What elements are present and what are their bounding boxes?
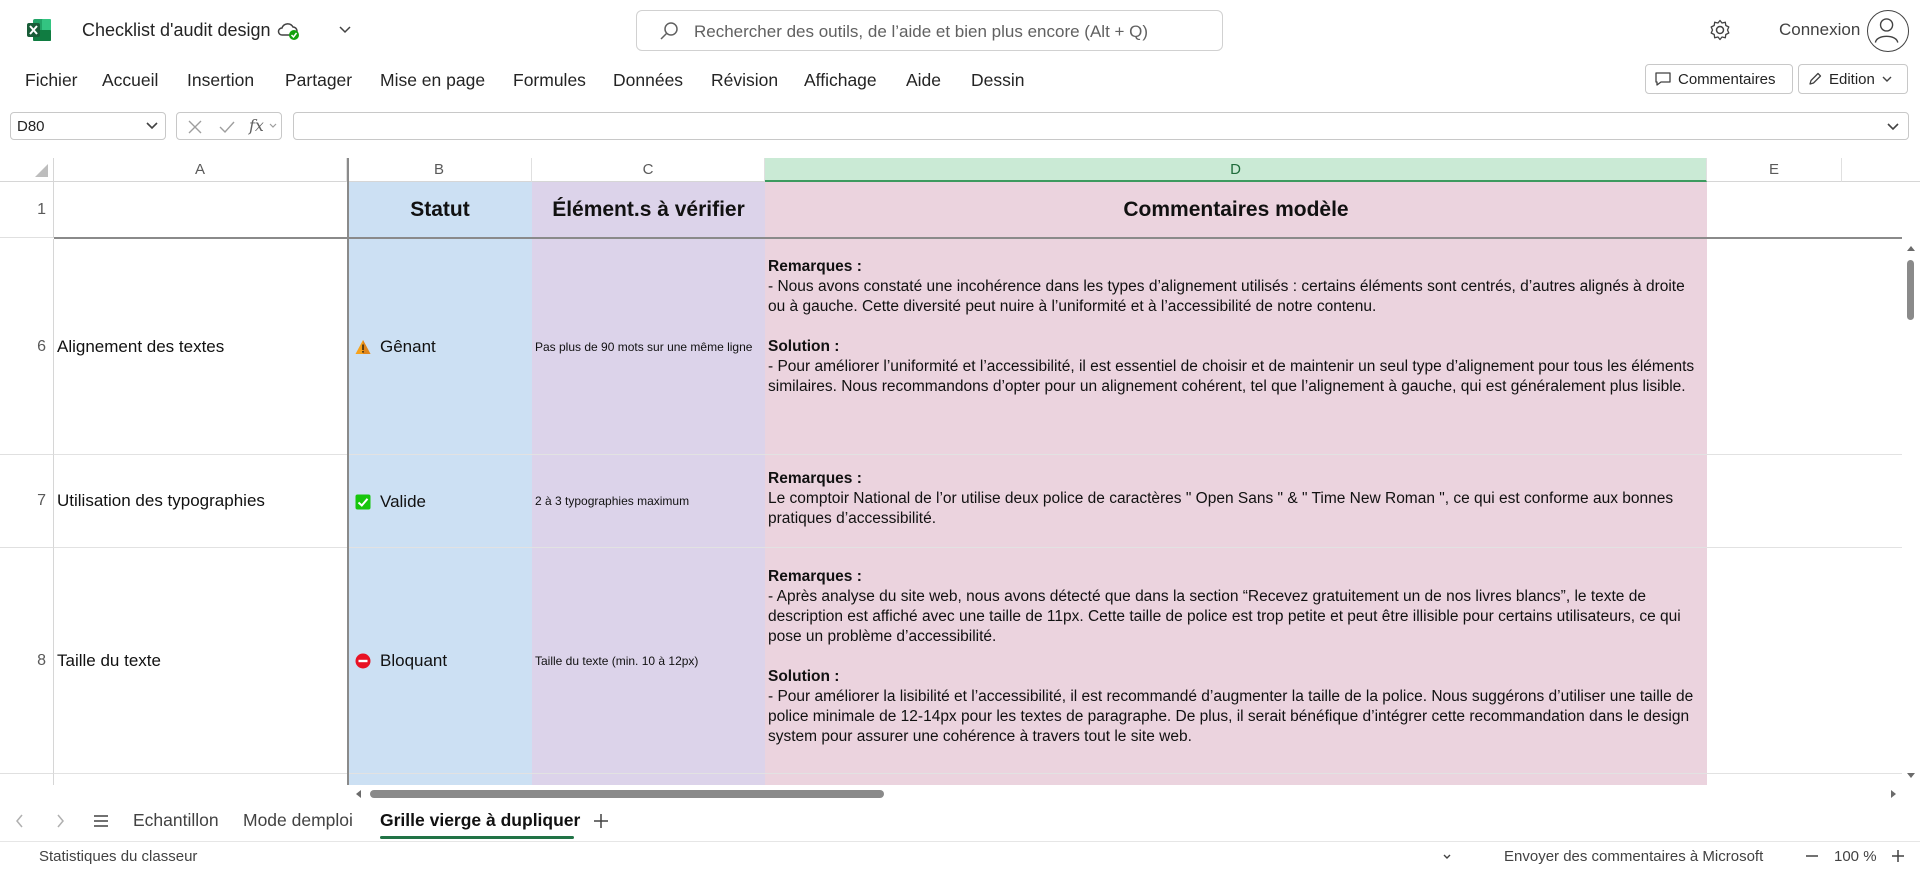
cell-d1[interactable] bbox=[765, 182, 1707, 238]
cell-b1[interactable] bbox=[348, 182, 532, 238]
edit-mode-button[interactable] bbox=[1798, 64, 1908, 94]
vertical-scroll-thumb[interactable] bbox=[1907, 260, 1914, 320]
scroll-left-icon[interactable] bbox=[352, 787, 364, 801]
select-all-corner[interactable] bbox=[0, 158, 54, 182]
chevron-down-icon[interactable] bbox=[269, 122, 277, 130]
tab-fichier[interactable]: Fichier bbox=[25, 70, 78, 90]
check-icon[interactable] bbox=[217, 117, 237, 137]
cell-d8[interactable] bbox=[765, 548, 1707, 774]
comment-icon bbox=[1654, 71, 1672, 87]
horizontal-scroll-thumb[interactable] bbox=[370, 790, 884, 798]
all-sheets-menu-icon[interactable] bbox=[92, 811, 110, 831]
comment-line: Le comptoir National de l’or utilise deux police de caractères " Open Sans " & " Time New Roman ", ce qui est conforme aux bonnes pratiques d’accessibilité. bbox=[768, 490, 1674, 527]
horizontal-scrollbar[interactable] bbox=[350, 787, 1902, 801]
person-icon bbox=[1868, 11, 1907, 50]
cell-c9[interactable] bbox=[532, 774, 765, 785]
row-header-6[interactable]: 6 bbox=[0, 239, 54, 455]
column-header-d[interactable]: D bbox=[765, 158, 1707, 182]
cell-c1[interactable] bbox=[532, 182, 765, 238]
cell-d7[interactable] bbox=[765, 455, 1707, 548]
chevron-down-icon bbox=[1880, 73, 1894, 85]
comment-line: - Après analyse du site web, nous avons détecté que dans la section “Recevez gratuitement un de nos livres blancs”, le texte de description est affiché avec une taille de 11px. Cette taille de police est trop petite et peut être illisible pour certains utilisateurs, ce qui pose un problème d’accessibilité. bbox=[768, 588, 1681, 645]
pencil-icon bbox=[1807, 71, 1823, 87]
edit-mode-label: Edition bbox=[1829, 70, 1875, 88]
formula-input[interactable] bbox=[293, 112, 1909, 140]
check-icon bbox=[355, 494, 371, 510]
status-label: Bloquant bbox=[380, 651, 448, 670]
signin-link[interactable]: Connexion bbox=[1779, 20, 1861, 39]
chevron-left-icon[interactable] bbox=[12, 811, 28, 831]
cell-b8[interactable] bbox=[348, 548, 532, 774]
tab-aide[interactable]: Aide bbox=[906, 70, 942, 90]
document-title[interactable]: Checklist d'audit design bbox=[82, 20, 271, 40]
tab-partager[interactable]: Partager bbox=[285, 70, 353, 90]
search-placeholder[interactable]: Rechercher des outils, de l’aide et bien plus encore (Alt + Q) bbox=[694, 22, 1149, 41]
column-header-a[interactable]: A bbox=[54, 158, 347, 182]
comment-blank bbox=[768, 647, 1703, 667]
comment-blank bbox=[768, 317, 1703, 337]
cell-c7[interactable]: 2 à 3 typographies maximum bbox=[532, 455, 765, 548]
zoom-in-icon[interactable] bbox=[1890, 848, 1906, 864]
comment-heading: Solution : bbox=[768, 338, 840, 355]
tab-accueil[interactable]: Accueil bbox=[102, 70, 159, 90]
comments-button[interactable] bbox=[1645, 64, 1793, 94]
cell-c6[interactable]: Pas plus de 90 mots sur une même ligne bbox=[532, 239, 765, 455]
ribbon-tabs bbox=[0, 60, 1920, 102]
row-header-1[interactable]: 1 bbox=[0, 182, 54, 238]
title-bar bbox=[0, 0, 1920, 60]
formula-actions bbox=[176, 112, 282, 140]
sheet-tab-grille-vierge[interactable]: Grille vierge à dupliquer bbox=[380, 810, 581, 830]
tab-dessin[interactable]: Dessin bbox=[971, 70, 1025, 90]
comments-column-title: Commentaires modèle bbox=[1123, 198, 1349, 221]
tab-insertion[interactable]: Insertion bbox=[187, 70, 255, 90]
row-header-8[interactable]: 8 bbox=[0, 548, 54, 774]
scroll-up-icon[interactable] bbox=[1902, 242, 1920, 254]
blocked-icon bbox=[355, 653, 371, 669]
scroll-right-icon[interactable] bbox=[1888, 787, 1900, 801]
corner-triangle-icon bbox=[0, 158, 52, 180]
status-bar bbox=[0, 841, 1920, 869]
comment-line: - Pour améliorer l’uniformité et l’accessibilité, il est essentiel de choisir et de maintenir un seul type d’alignement pour tous les éléments similaires. Nous recommandons d’opter pour un alignement cohérent, tel que l’alignement à gauche, qui est généralement plus lisible. bbox=[768, 358, 1695, 395]
chevron-down-icon[interactable] bbox=[336, 22, 354, 38]
workbook-statistics[interactable]: Statistiques du classeur bbox=[39, 848, 198, 865]
scroll-down-icon[interactable] bbox=[1902, 770, 1920, 782]
comment-line: - Pour améliorer la lisibilité et l’accessibilité, il est recommandé d’augmenter la taille de la police. Nous suggérons d’utiliser une taille de police minimale de 12-14px pour les textes de paragraphe. De plus, il serait bénéfique d’intégrer cette recommandation dans le design system pour assurer une cohérence à travers tout le site web. bbox=[768, 688, 1694, 745]
cell-b6[interactable] bbox=[348, 239, 532, 455]
items-column-title: Élément.s à vérifier bbox=[552, 198, 745, 221]
warning-icon bbox=[355, 339, 371, 355]
gear-icon[interactable] bbox=[1708, 18, 1732, 42]
comment-heading: Remarques : bbox=[768, 568, 862, 585]
cell-d6[interactable] bbox=[765, 239, 1707, 455]
column-header-c[interactable]: C bbox=[532, 158, 765, 182]
comment-line: - Nous avons constaté une incohérence dans les types d’alignement utilisés : certains éléments sont centrés, d’autres alignés à droite ou à gauche. Cette diversité peut nuire à l’uniformité et à l’accessibilité de notre contenu. bbox=[768, 278, 1685, 315]
insert-function-button[interactable]: fx bbox=[249, 116, 264, 135]
name-box[interactable] bbox=[10, 112, 166, 140]
column-header-b[interactable]: B bbox=[347, 158, 532, 182]
comment-heading: Solution : bbox=[768, 668, 840, 685]
add-sheet-icon[interactable] bbox=[591, 811, 611, 831]
avatar[interactable] bbox=[1867, 10, 1909, 52]
zoom-out-icon[interactable] bbox=[1804, 848, 1820, 864]
comment-heading: Remarques : bbox=[768, 258, 862, 275]
search-box[interactable] bbox=[636, 10, 1223, 51]
column-header-e[interactable]: E bbox=[1707, 158, 1842, 182]
cell-b7[interactable] bbox=[348, 455, 532, 548]
cell-a8[interactable]: Taille du texte bbox=[54, 548, 347, 774]
comment-heading: Remarques : bbox=[768, 470, 862, 487]
name-box-value: D80 bbox=[17, 118, 45, 135]
tab-affichage[interactable]: Affichage bbox=[804, 70, 877, 90]
sheet-tabs-bar bbox=[0, 803, 1920, 839]
spreadsheet-grid[interactable] bbox=[0, 158, 1920, 785]
chevron-down-icon[interactable] bbox=[1441, 852, 1453, 862]
tab-donnees[interactable]: Données bbox=[613, 70, 684, 90]
chevron-down-icon[interactable] bbox=[145, 120, 159, 132]
cancel-icon[interactable] bbox=[185, 117, 205, 137]
row-header-9[interactable] bbox=[0, 774, 54, 785]
vertical-scrollbar[interactable] bbox=[1902, 240, 1920, 785]
tab-formules[interactable]: Formules bbox=[513, 70, 586, 90]
cell-d9[interactable] bbox=[765, 774, 1707, 785]
cell-b9[interactable] bbox=[348, 774, 532, 785]
status-label: Valide bbox=[380, 491, 426, 511]
status-label: Gênant bbox=[380, 337, 436, 356]
sheet-tab-echantillon[interactable]: Echantillon bbox=[133, 810, 219, 830]
cell-c8[interactable]: Taille du texte (min. 10 à 12px) bbox=[532, 548, 765, 774]
cell-a6[interactable]: Alignement des textes bbox=[54, 239, 347, 455]
chevron-right-icon[interactable] bbox=[52, 811, 68, 831]
column-header-next[interactable] bbox=[1842, 158, 1920, 182]
cell-a1[interactable] bbox=[54, 182, 347, 238]
active-sheet-indicator bbox=[380, 836, 574, 839]
status-column-title: Statut bbox=[410, 198, 470, 221]
excel-logo-icon[interactable] bbox=[26, 18, 52, 42]
row-header-7[interactable]: 7 bbox=[0, 455, 54, 548]
search-icon bbox=[659, 21, 679, 41]
frozen-column-divider bbox=[347, 158, 349, 785]
expand-formula-icon[interactable] bbox=[1886, 121, 1900, 133]
tab-revision[interactable]: Révision bbox=[711, 70, 779, 90]
tab-mise-en-page[interactable]: Mise en page bbox=[380, 70, 486, 90]
cloud-saved-icon[interactable] bbox=[276, 19, 300, 41]
feedback-link[interactable]: Envoyer des commentaires à Microsoft bbox=[1504, 848, 1764, 865]
cell-a7[interactable]: Utilisation des typographies bbox=[54, 455, 347, 548]
comments-label: Commentaires bbox=[1678, 70, 1776, 88]
sheet-tab-mode-demploi[interactable]: Mode demploi bbox=[243, 810, 353, 830]
zoom-level[interactable]: 100 % bbox=[1834, 848, 1877, 865]
